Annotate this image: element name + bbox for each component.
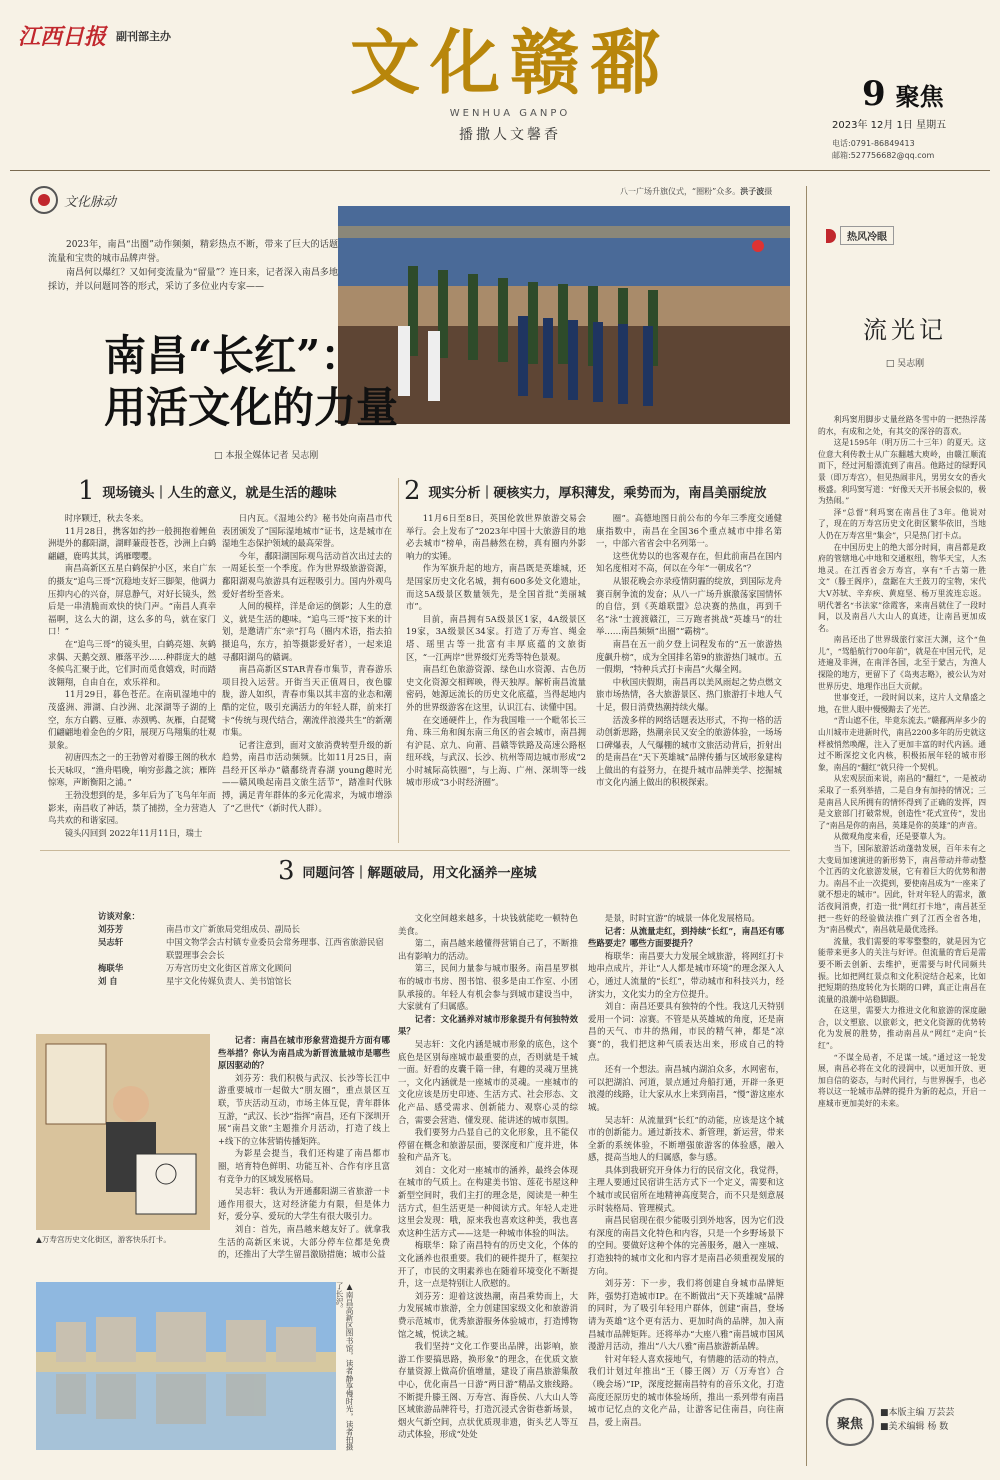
photo-caption-top: 八一广场升旗仪式，“圈粉”众多。洪子波摄 <box>620 187 773 196</box>
paragraph: 日内瓦。《湿地公约》秘书处向南昌市代表团颁发了“国际湿地城市”证书，这是城市在湿地生态保护领域的最高荣誉。 <box>222 513 392 549</box>
section-logo <box>826 1398 874 1446</box>
sec3-col1 <box>218 1034 390 1261</box>
paragraph: 梅联华：南昌要大力发展全域旅游，将网红打卡地串点成片，并让“人人都是城市环境”的理念深入人心，通过人流量的“长红”，带动城市和科技兴力，经济实力，文化实力的全方位提升。 <box>588 950 784 999</box>
section-2-number: 2 <box>404 476 421 506</box>
page-number-block <box>862 74 944 114</box>
sec2-col2 <box>596 512 782 789</box>
person-photo <box>36 1034 210 1230</box>
section-logo-text: 聚焦 <box>836 1416 863 1432</box>
paragraph: 从宏观层面来说，南昌的“翻红”，一是被动采取了一系列举措，二是自身有加持的情况；三是南昌人民所拥有的情怀得到了正确的发挥，四是文旅部门打破常规，创造性“花式宣传”，发出了“南昌是你的南昌，英雄是你的英雄”的声音。 <box>818 774 986 830</box>
paragraph: 作为军旗升起的地方，南昌既是英雄城，还是国家历史文化名城，拥有600多处文化遗址，而这5A级景区数量领先，是全国首批“美丽城市”。 <box>406 563 586 612</box>
reflection-photo <box>36 1282 336 1450</box>
sec2-col1 <box>406 512 586 789</box>
paragraph: 刘自：首先，南昌越来越友好了。就拿我生活的高新区来说，大部分停车位都是免费的，还推出了大学生留昌激励措施；城市公益 <box>218 1223 390 1260</box>
contact-email: 邮箱:527756682@qq.com <box>832 151 935 160</box>
headline <box>104 330 398 434</box>
paragraph: 南昌高新区五星白鹤保护小区，来自广东的摄友“追鸟三哥”沉稳地支好三脚架，他调力压抑内心的兴奋，屏息静气，对好长镜头，然后是一串清脆而欢快的快门声。“南昌人真幸福啊，这么大的湖，这么多的鸟，就在家门口！” <box>48 563 216 637</box>
paragraph: 吴志轩：文化内涵是城市形象的底色，这个底色是区别每座城市最重要的点，否则就是千城一面。好看的皮囊千篇一律，有趣的灵魂万里挑一，文化内涵就是一座城市的灵魂。一座城市的文化应该是历史印迹、生活方式、社会形态、文化产品、感受需求、创新能力、观察心灵的综合，需要会营造、懂发现、能讲述的城市氛围。 <box>398 1038 578 1125</box>
right-column-title: 流光记 <box>863 316 947 344</box>
sec1-col1 <box>48 512 216 839</box>
paragraph: “不谋全局者，不足谋一域。”通过这一轮发展，南昌必将在文化的浸润中，以更加开放、更加自信的姿态，与时代同行，与世界握手，也必将以这一轮城市品牌的提升为新的起点，开启一座城市更加美好的未来。 <box>818 1052 986 1109</box>
chief-editor: ■本版主编 万芸芸 <box>880 1408 955 1418</box>
masthead-slogan: 播撒人文馨香 <box>459 127 561 143</box>
right-column-divider <box>806 186 807 1466</box>
paragraph: 世事变迁，一段时间以来，这片人文鼎盛之地，在世人眼中慢慢黯去了光芒。 <box>818 693 986 714</box>
guest-heading: 访谈对象： <box>98 911 140 921</box>
paragraph: 还有一个想法。南昌城内湖泊众多，水网密布，可以把湖泊、河道，景点通过舟船打通，开辟一条更浪漫的线路，让大家从水上来到南昌，“慢”游这座水城。 <box>588 1064 784 1112</box>
paper-brand <box>18 20 171 51</box>
section-3-number: 3 <box>278 856 295 886</box>
paragraph: 针对年轻人喜欢接地气，有情趣的活动的特点，我们计划过年推出“王（滕王阁）万（万寿宫）合（晚会场）”IP，深度挖掘南昌特有的音乐文化，打造高度还原历史的城市体验场所，推出一系列带有南昌城市记忆点的文化产品，让游客记住南昌，向往南昌，爱上南昌。 <box>588 1353 784 1427</box>
sponsor-text: 副刊部主办 <box>116 29 172 43</box>
paragraph: 11月6日至8日，英国伦敦世界旅游交易会举行。会上发布了“2023年中国十大旅游目的地必去城市”榜单，南昌赫然在榜，真有圈内外影响力的实锤。 <box>406 513 586 561</box>
right-column-body <box>818 414 986 1110</box>
paragraph: 我们坚持“文化工作要出品牌，出影响，旅游工作要搞思路，换形象”的理念，在优质文旅存量资源上做高价值增量，建设了南昌旅游集散中心，优化南昌一日游“两日游”精品文旅线路。不断提升滕王阁、万寿宫、海昏侯、八大山人等区域旅游品牌符号，打造沉浸式舍街巷新场景，烟火气新空间，点状优质现非遗，街头艺人等互动式体验，形成“处处 <box>398 1341 578 1440</box>
paragraph: 这些优势以的也客观存在，但此前南昌在国内知名度相对不高，何以在今年“一朝成名”？ <box>596 550 782 574</box>
paragraph: 吴志轩：我认为开通鄱阳湖三省旅游一卡通作用很大，这对经济能力有限，但是体力好，爱分享、爱玩的大学生有很大吸引力。 <box>218 1186 390 1222</box>
sec3-col3 <box>588 912 784 1428</box>
paragraph: 中秋国庆假期，南昌再以美风雨起之势点燃文旅市场热情，各大旅游景区、热门旅游打卡地人气十足，假日消费热潮持续火爆。 <box>596 676 782 712</box>
right-tag-label: 热风冷眼 <box>840 226 894 245</box>
paragraph: 第二，南昌越来越懂得营销自己了，不断推出有影响力的活动。 <box>398 938 578 961</box>
paragraph: 流量，我们需要的零零整整的，就是因为它能带来更多人的关注与好评。但流量的背后是需要不断去创新、去维护，更需要与时代同频共振。比如把网红景点和文化积淀结合起来，比如把短期的热度转化为长期的口碑，真正让南昌在流量的浪潮中站稳脚跟。 <box>818 936 986 1004</box>
paragraph: 初唐四杰之一的王勃曾对着滕王阁的秋水长天咏叹，“渔舟唱晚，响穷彭蠡之滨；雁阵惊寒，声断衡阳之浦。” <box>48 752 216 788</box>
paragraph: 刘芬芳：我们积极与武汉、长沙等长江中游重要城市一起做大“朋友圈”，重点景区互联，节庆活动互动，市场主体互促，青年群体互游，“武汉、长沙”指挥“南昌，还有下深圳开展“南昌文旅”主题推介月活动，打造了线上+线下的立体营销传播矩阵。 <box>218 1072 390 1146</box>
section-2-title: 现实分析｜硬核实力，厚积薄发，乘势而为，南昌美丽绽放 <box>428 485 767 501</box>
paragraph: 当下，国际旅游活动蓬勃发展，百年未有之大变局加速演进的新形势下，南昌带动并带动整个江西的文化旅游发展，它有着巨大的优势和潜力。南昌不止一次提到，要使南昌成为“一座来了就不想走的城市”。因此，针对年轻人的需求，激活夜间消费，打造一批“网红打卡地”，南昌甚至把一些好的经验做法推广到了江西全省各地，为“南昌模式”，南昌就是最优选择。 <box>818 843 986 935</box>
paragraph: 梅联华：除了南昌特有的历史文化，个体的文化涵养也很重要。我们的硬件提升了，框架拉开了，市民的文明素养也在随着环境变化不断提升，这一点是特别让人欣慰的。 <box>398 1240 578 1289</box>
paragraph: 第三，民间力量参与城市服务。南昌星罗棋布的城市书房、图书馆、很多是由工作室、小团队承接的。年轻人有机会参与到城市建设当中，大家就有了归属感。 <box>398 963 578 1012</box>
guest-row: 刘 自 星宇文化传媒负责人、美书馆馆长 <box>98 976 292 986</box>
paragraph: 从银花晚会亦录疫情阴霾的绽放，到国际龙舟赛百舸争流的发奋；从八一广场升旗激荡家国情怀的自信，到《英雄联盟》总决赛的热血，再到千名“泳”士渡渡赣江，三万跑者挑战“英雄马”的壮举……南昌频频“出圈”“霸榜”。 <box>596 575 782 637</box>
paragraph: 刘自：南昌还要具有独特的个性。我这几天特别爱用一个词：凉赛。不管是从英雄城的角度，还是南昌的天气、市井的热闹，市民的精气神，都是“凉赛”的，我们把这种气质表达出来，形成自己的特点。 <box>588 1001 784 1062</box>
paragraph: 从微观角度来看，还是要靠人为。 <box>833 832 951 842</box>
section-1-title: 现场镜头｜人生的意义，就是生活的趣味 <box>102 485 337 501</box>
sec1-col2 <box>222 512 392 814</box>
paragraph: 在这里，需要大力推进文化和旅游的深度融合，以文塑旅、以旅彰文，把文化资源的优势转化为发展的胜势，推动南昌从“网红”走向“长红”。 <box>818 1006 986 1051</box>
paragraph: 时序颗迁，秋去冬来。 <box>64 513 149 523</box>
section-name: 聚焦 <box>895 82 944 111</box>
paragraph: 泽“总督”利玛窦在南昌住了3年。他说对了，现在的万寿宫历史文化街区繁华依旧，当地人仍在万寿宫里“集会”，只是热门打卡点。 <box>818 507 986 540</box>
paragraph: 是景，时时宜游”的城景一体化发展格局。 <box>604 913 760 923</box>
paragraph: 刘芬芳：下一步，我们将创建自身城市品牌矩阵，强势打造城市IP。在不断做出“天下英雄城”品牌的同时，为了吸引年轻用户群体，创建“南昌，登场请为英雄”这个更有活力、更加时尚的品牌，加入南昌城市品牌矩阵。还将举办“大座八雅”南昌城市国风漫游月活动，推出“八大八雅”南昌旅游新品牌。 <box>588 1278 784 1352</box>
right-column-byline: □ 吴志刚 <box>885 359 925 369</box>
paragraph: 这是1595年（明万历二十三年）的夏天。这位意大利传教士从广东翻越大庾岭，由赣江顺流而下，经过河船漂流到了南昌。他路过的绿野风景（即万寿宫），但见热闹非凡，男男女女的香火极盛。利玛窦写道：“好像天天开书展会似的，极为热闹。” <box>818 438 986 506</box>
tag-marker-icon <box>826 229 836 243</box>
paragraph: 在“追鸟三哥”的镜头里，白鹤亮翅、灰鹤求偶、天鹅交颈、雁落平沙……种群庞大的越冬候鸟汇聚于此，它们时而觅食嬉戏，时而踏波翱翔，自由自在，欢乐祥和。 <box>48 638 216 687</box>
section-1-head <box>78 478 337 504</box>
paper-name: 江西日报 <box>18 24 107 50</box>
photo-illustration <box>338 206 790 424</box>
contact-phone: 电话:0791-86849413 <box>832 139 915 148</box>
column-divider <box>398 478 399 843</box>
reflection-photo-caption: ▲南昌高新区图书馆，读者静享慢时光，读者拍摄了长沢。 <box>335 1282 354 1451</box>
masthead-pinyin: WENHUA GANPO <box>449 108 571 119</box>
paragraph: 刘自：文化对一座城市的涵养，最终会体现在城市的气质上。在构建美书馆、莲花书屋这种新型空间时，我们主打的理念是，阅读是一种生活方式，但生活更是一种阅读方式。年轻人走进这里会发现：哦，原来我也喜欢这种美，我也喜欢这种生活方式——这是一种城市体验的叫法。 <box>398 1164 578 1238</box>
paragraph: 具体到我研究开身体力行的民宿文化，我觉得，主理人要通过民宿讲生活方式下一个定义，需要和这个城市或民宿所在地精神高度契合，而不只是刻意展示时装格局、管理模式。 <box>588 1164 784 1213</box>
guest-row: 吴志轩 中国文物学会古村镇专业委员会常务理事、江西省旅游民宿联盟理事会会长 <box>98 937 384 960</box>
paragraph: 在交通硬件上，作为我国唯一一个毗邻长三角、珠三角和闽东南三角区的省会城市，南昌拥有沪昆、京九、向莆、昌赣等铁路及高速公路枢纽环线，与武汉、长沙、杭州等周边城市形成“2小时城际高铁圈”，与上海、广州、深圳等一线城市形成“3小时经济圈”。 <box>406 714 586 788</box>
paragraph: 我们要努力凸显自己的文化形象，且不能仅停留在概念和旅游层面，要深度和广度并进，体验和产品齐飞。 <box>398 1127 578 1163</box>
issue-date: 2023年 12月 1日 星期五 <box>832 120 947 131</box>
photo-illustration <box>36 1034 210 1230</box>
guest-row: 梅联华 万寿宫历史文化街区首席文化顾问 <box>98 963 292 973</box>
intro-paragraph: 南昌何以爆红？又如何变流量为“留量”？连日来，记者深入南昌多地採访，并以问题同答的形式，采访了多位业内专家—— <box>48 268 338 292</box>
paragraph: 今年，鄱阳湖国际观鸟活动首次出过去的一周延长至一个季度。作为世界级旅游资源，鄱阳湖观鸟旅游具有远程吸引力。国内外观鸟爱好者纷至沓来。 <box>222 550 392 599</box>
headline-line1: 南昌“长红”： <box>104 331 363 380</box>
right-column-tag <box>826 226 894 245</box>
guest-row: 刘芬芳 南昌市文广新旅局党组成员、副局长 <box>98 924 300 934</box>
paragraph: 记者注意到，面对文旅消费转型升级的新趋势，南昌市活动频频。比如11月25日，南昌经开区举办“赣鄱绕青春湖 young趣时光——赣风唤起南昌文旅生活节”，踏准时代脉搏，满足青年群体的多元化需求，为城市增添了“乙世代”（新时代人群）。 <box>222 739 392 813</box>
headline-line2: 用活文化的力量 <box>104 383 399 432</box>
flag-ceremony-photo <box>338 206 790 424</box>
column-tag-icon <box>30 186 58 214</box>
section-divider <box>40 850 790 851</box>
intro-text <box>48 238 338 294</box>
byline: □ 本报全媒体记者 吴志刚 <box>214 451 319 461</box>
photo-illustration <box>36 1282 336 1450</box>
paragraph: 镜头闪回到 2022年11月11日，瑞士 <box>64 827 203 838</box>
page-number: 9 <box>862 74 886 114</box>
paragraph: 南昌红色旅游资源、绿色山水资源、古色历史文化资源交相辉映，得天独厚。解析南昌流量密码，她源远流长的历史文化底蕴，当得起地内外的世界级游客在这里，认识江右、读懂中国。 <box>406 664 586 712</box>
paragraph: 记者：南昌在城市形象营造提升方面有哪些举措？你认为南昌成为新晋流量城市是哪些原因驱动的？ <box>218 1035 390 1071</box>
editor-credits <box>880 1406 954 1434</box>
paragraph: 在中国历史上的绝大部分时间，南昌都是政府的管辖地心中地和交通枢纽，物华天宝，人杰地灵。在江西省会万寿宫，享有“千古第一胜文”（滕王阁序），盘踞在大王鼓刀的宝物，宋代大V苏轼、辛弃疾、黄庭坚、杨万里流连忘返。明代著名“书法家”徐霞客，来南昌就住了一段时间，以及南昌八大山人的真迹，让南昌更加成名。 <box>818 542 986 633</box>
section-2-head <box>404 478 767 504</box>
guest-list <box>98 910 388 988</box>
masthead-title: 文化赣鄱 <box>350 21 670 104</box>
intro-paragraph: 2023年，南昌“出圈”动作频频，精彩热点不断，带来了巨大的话题流量和宝贵的城市品牌声誉。 <box>48 240 338 264</box>
paragraph: 活泼多样的网络话题表达形式，不拘一格的活动创新思路，热潮亲民又安全的旅游体验，一场场口碑爆表，人气爆棚的城市文旅活动背后，折射出的是南昌在“天下英雄城”品牌传播与区域形象建构上做出的有益努力，在提升城市品牌美学、挖掘城市文化内涵上做出的积极探索。 <box>596 714 782 788</box>
section-3-head <box>278 858 537 884</box>
paragraph: 南昌民宿现在很少能吸引到外地客，因为它们没有深度的南昌文化特色和内容，只是一个乡野场景下的空间。要做好这种个体的完善服务，融入一座城、打造独特的城市文化和内容才是南昌必须重视发展的方向。 <box>588 1215 784 1276</box>
paragraph: 文化空间越来越多，十块钱就能吃一顿特色美食。 <box>398 913 578 936</box>
paragraph: 南昌在五一前夕登上词程发布的“五一旅游热度飙升榜”，成为全国排名第9的旅游热门城市。五一假期，“特种兵式打卡南昌”火爆全网。 <box>596 638 782 675</box>
paragraph: 南昌还出了世界级旅行家汪大渊，这个“鱼儿”，“驾船航行700年前”，就是在中国元代，足迹遍及非洲，在南洋各国，北至于蒙古，为渔人探险的地方，更留下了《岛夷志略》，被公认为对世界历史、地理作出巨大贡献。 <box>818 635 986 691</box>
paragraph: 目前，南昌拥有5A级景区1家，4A级景区19家，3A级景区34家。打造了万寿宫、绳金塔、瑶里古等一批富有丰厚底蕴的文旅街区，“一江两岸”世界级灯光秀等特色景观。 <box>406 613 586 662</box>
sec3-col2 <box>398 912 578 1441</box>
column-tag-label: 文化脉动 <box>64 194 117 210</box>
paragraph: 刘芬芳：迎着这波热潮，南昌乘势而上，大力发展城市旅游，全力创建国家级文化和旅游消费示范城市，优秀旅游服务体验城市，打造博物馆之城，悦读之城。 <box>398 1290 578 1339</box>
section-3-title: 同题问答｜解题破局，用文化涵养一座城 <box>302 865 537 881</box>
paragraph: 记者：从流量走红，到持续“长红”，南昌还有哪些路要走？哪些方面要提升？ <box>588 925 784 949</box>
column-tag <box>30 186 116 214</box>
paragraph: 王勃没想到的是，多年后为了飞鸟年年而影来，南昌收了神话，禁了捕捞，全力营造人鸟共欢的和谐家园。 <box>48 790 216 826</box>
paragraph: 人间的模样，洋是命运的倒影；人生的意义，就是生活的趣味。“追鸟三哥”按下来的计划，是邀请广东“亲”打鸟（圈内术语，指去拍摄追鸟，东方，拍等摄影爱好者），一起来追寻鄱阳湖鸟的赣调。 <box>222 601 392 662</box>
masthead-divider <box>10 170 990 171</box>
paragraph: 利玛窦用脚步丈量丝路冬雪中的一把热浮荡的水，有成和之处，有其交的深谷的喜欢。 <box>818 415 986 436</box>
paragraph: 11月29日，暮色苍茫。在南矶湿地中的茂盛洲、滞湖、白沙洲、北深湖等子湖的上空，东方白鹳、豆雁、赤颈鸭、灰雁，白琵鹭们翩翩地着金色的夕阳，展现万鸟翔集的壮观景象。 <box>48 689 216 750</box>
person-photo-caption: ▲万寿宫历史文化街区，游客快乐打卡。 <box>36 1235 171 1244</box>
caption-author: 洪子波 <box>740 187 765 196</box>
paragraph: 吴志轩：从流量到“长红”的动能，应该是这个城市的创新能力。通过新技术、新管理，新运营，带来全新的系统体验，不断增强旅游客的体验感，融入感，提高当地人的归属感，参与感。 <box>588 1114 784 1163</box>
paragraph: 11月28日，携客如约抄一般拥抱着鲤鱼洲堤外的鄱阳湖，湖畔蒹葭苍苍，沙洲上白鹤翩翩，鹿鸣其其，鸿雁嘤嘤。 <box>48 525 216 561</box>
paragraph: 记者：文化涵养对城市形象提升有何独特效果？ <box>398 1013 578 1037</box>
paragraph: 圈”。高德地图日前公布的今年三季度交通健康指数中，南昌在全国36个重点城市中排名第一，中部六省省会中名列第一。 <box>596 513 782 549</box>
section-1-number: 1 <box>78 476 95 506</box>
paragraph: 南昌高新区STAR青春市集节，青春游乐项目投入运营。开街当天正值周日，夜色朦胧，游人如织，青春市集以其丰富的业态和潮酷的定位，吸引充满活力的年轻人群，前来打卡“传统与现代结合，潮流伴浪漫共生”的新潮市集。 <box>222 664 392 738</box>
art-editor: ■美术编辑 杨 数 <box>880 1422 949 1432</box>
paragraph: “青山遮不住，毕竟东流去。”赣鄱两岸多少的山川城市走进新时代，南昌2200多年的历史就这样被悄然唤醒，注入了更加丰富的时代内涵。通过不断深挖文化内核，积极拓展年轻的城市形象，南昌的“翻红”就只待一个契机。 <box>818 716 986 772</box>
paragraph: 为影星会提当，我们还构建了南昌都市圈，培育特色鲜明、功能互补、合作有序且富有竞争力的区域发展格局。 <box>218 1148 390 1184</box>
